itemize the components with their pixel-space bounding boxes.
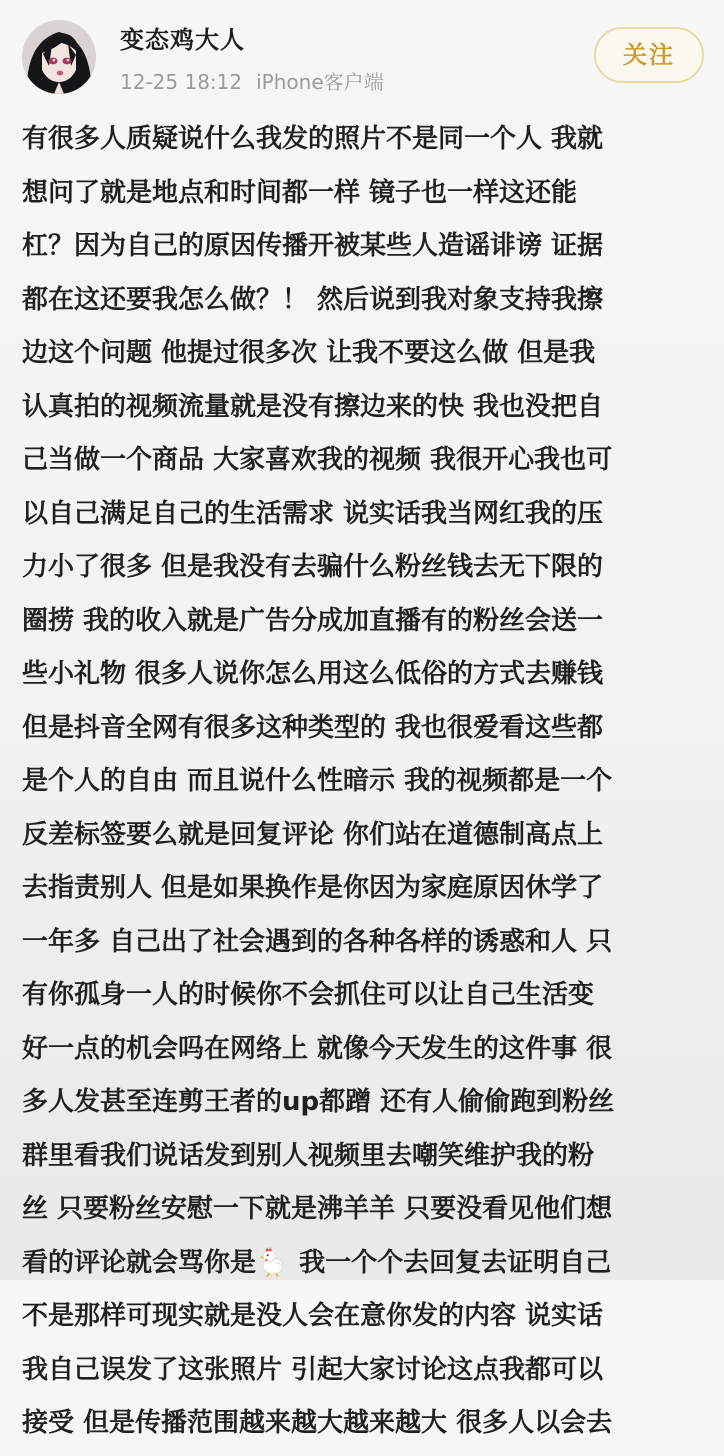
post-line: 群里看我们说话发到别人视频里去嘲笑维护我的粉 xyxy=(22,1140,595,1171)
post-line: 我自己误发了这张照片 引起大家讨论这点我都可以 xyxy=(22,1354,604,1385)
post-line: 想问了就是地点和时间都一样 镜子也一样这还能 xyxy=(22,177,578,208)
post-line: 好一点的机会吗在网络上 就像今天发生的这件事 很 xyxy=(22,1033,613,1064)
post-line: 圈捞 我的收入就是广告分成加直播有的粉丝会送一 xyxy=(22,605,604,636)
avatar-image xyxy=(22,20,96,94)
chicken-icon xyxy=(256,1244,290,1278)
post-header xyxy=(0,0,724,110)
post-line: 以自己满足自己的生活需求 说实话我当网红我的压 xyxy=(22,498,604,529)
follow-button[interactable]: 关注 xyxy=(594,27,704,83)
post-timestamp: 12-25 18:12 xyxy=(120,70,243,94)
post-line: 反差标签要么就是回复评论 你们站在道德制高点上 xyxy=(22,819,604,850)
post-line: 些小礼物 很多人说你怎么用这么低俗的方式去赚钱 xyxy=(22,659,604,689)
post-line: 不是那样可现实就是没人会在意你发的内容 说实话 xyxy=(22,1301,604,1331)
post-line: 力小了很多 但是我没有去骗什么粉丝钱去无下限的 xyxy=(22,552,604,582)
post-line-segment: 我一个个去回复去证明自己 xyxy=(290,1247,612,1278)
post-line-with-icon xyxy=(22,1242,704,1284)
post-line-segment: 看的评论就会骂你是 xyxy=(22,1247,257,1278)
post-line: 但是抖音全网有很多这种类型的 我也很爱看这些都 xyxy=(22,712,604,743)
post-body xyxy=(22,118,704,1456)
post-line: 是个人的自由 而且说什么性暗示 我的视频都是一个 xyxy=(22,766,613,796)
post-line: 接受 但是传播范围越来越大越来越大 很多人以会去 xyxy=(22,1408,613,1438)
username[interactable]: 变态鸡大人 xyxy=(120,26,245,54)
post-line: 己当做一个商品 大家喜欢我的视频 我很开心我也可 xyxy=(22,445,613,475)
post-line: 都在这还要我怎么做？！ 然后说到我对象支持我擦 xyxy=(22,284,604,315)
post-meta xyxy=(120,68,384,96)
post-line: 一年多 自己出了社会遇到的各种各样的诱惑和人 只 xyxy=(22,926,613,957)
post-line: 有你孤身一人的时候你不会抓住可以让自己生活变 xyxy=(22,980,595,1010)
post-line: 杠？因为自己的原因传播开被某些人造谣诽谤 证据 xyxy=(22,231,604,261)
post-line: 认真拍的视频流量就是没有擦边来的快 我也没把自 xyxy=(22,391,604,422)
avatar[interactable] xyxy=(22,20,96,94)
post-client: iPhone客户端 xyxy=(256,70,384,94)
post-line: 边这个问题 他提过很多次 让我不要这么做 但是我 xyxy=(22,338,596,368)
post-line: 有很多人质疑说什么我发的照片不是同一个人 我就 xyxy=(22,124,604,154)
post-line: 去指责别人 但是如果换作是你因为家庭原因休学了 xyxy=(22,873,604,903)
post-line: 多人发甚至连剪王者的up都蹭 还有人偷偷跑到粉丝 xyxy=(22,1087,615,1117)
post-line: 丝 只要粉丝安慰一下就是沸羊羊 只要没看见他们想 xyxy=(22,1194,613,1224)
